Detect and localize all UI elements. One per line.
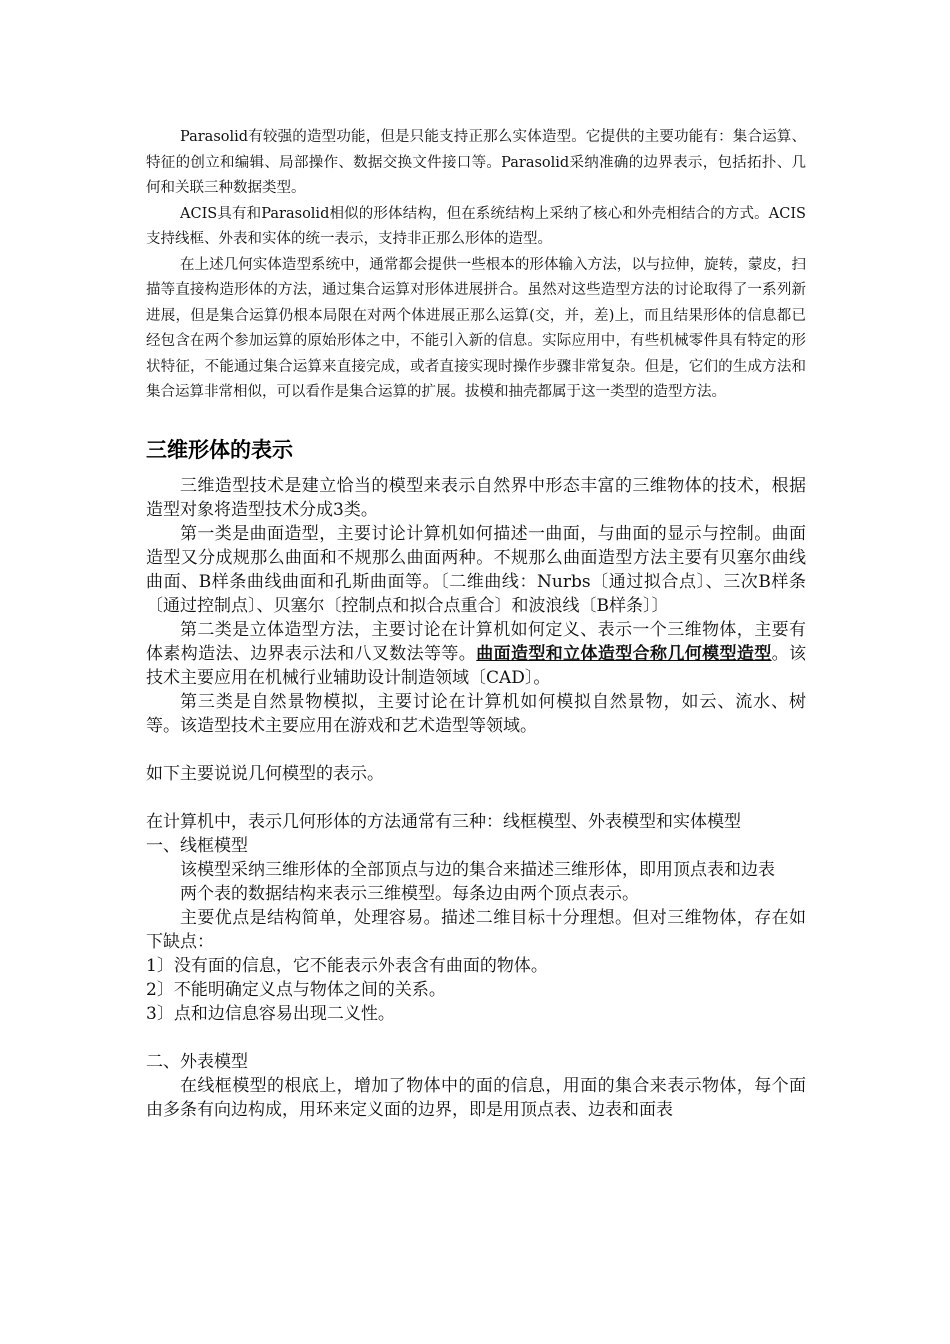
text-cad: 。该技术主要应用在机械行业辅助设计制造领域〔CAD〕。 xyxy=(146,644,807,688)
section-heading: 三维形体的表示 xyxy=(146,438,293,462)
list-item: 2〕不能明确定义点与物体之间的关系。 xyxy=(146,980,446,1000)
list-item: 3〕点和边信息容易出现二义性。 xyxy=(146,1004,395,1024)
paragraph-solid-modeling: 在上述几何实体造型系统中，通常都会提供一些根本的形体输入方法，以与拉伸，旋转，蒙皮，扫描等直接构造形体的方法，通过集合运算对形体进展拼合。虽然对这些造型方法的讨论取得了一系列新进展，但是集合运算仍根本局限在对两个体进展正那么运算(交，并，差)上，而且结果形体的信息都已经包含在两个参加运算的原始形体之中，不能引入新的信息。实际应用中，有些机械零件具有特定的形状特征，不能通过集合运算来直接完成，或者直接实现时操作步骤非常复杂。但是，它们的生成方法和集合运算非常相似，可以看作是集合运算的扩展。拔模和抽壳都属于这一类型的造型方法。 xyxy=(146,256,806,400)
subheading-wireframe: 一、线框模型 xyxy=(146,836,248,856)
paragraph-surface-modeling: 第一类是曲面造型，主要讨论计算机如何描述一曲面，与曲面的显示与控制。曲面造型又分成规那么曲面和不规那么曲面两种。不规那么曲面造型方法主要有贝塞尔曲线曲面、B样条曲线曲面和孔斯曲面等。〔二维曲线：Nurbs〔通过拟合点〕、三次B样条〔通过控制点〕、贝塞尔〔控制点和拟合点重合〕和波浪线〔B样条〕〕 xyxy=(146,524,806,616)
paragraph-three-methods: 在计算机中，表示几何形体的方法通常有三种：线框模型、外表模型和实体模型 xyxy=(146,812,741,832)
paragraph-geometry-intro: 如下主要说说几何模型的表示。 xyxy=(146,764,384,784)
paragraph-parasolid: Parasolid有较强的造型功能，但是只能支持正那么实体造型。它提供的主要功能有：集合运算、特征的创立和编辑、局部操作、数据交换文件接口等。Parasolid采纳准确的边界表示，包括拓扑、几何和关联三种数据类型。 xyxy=(146,129,806,196)
section-3d-representation xyxy=(146,474,806,1122)
section-geometry-kernels xyxy=(146,125,806,406)
paragraph-wireframe-3: 主要优点是结构简单，处理容易。描述二维目标十分理想。但对三维物体，存在如下缺点： xyxy=(146,908,806,952)
paragraph-solid-modeling-types xyxy=(146,618,806,690)
emphasized-text: 曲面造型和立体造型合称几何模型造型 xyxy=(476,644,772,664)
paragraph-natural-scenery: 第三类是自然景物模拟，主要讨论在计算机如何模拟自然景物，如云、流水、树等。该造型技术主要应用在游戏和艺术造型等领域。 xyxy=(146,692,806,736)
paragraph-wireframe-1: 该模型采纳三维形体的全部顶点与边的集合来描述三维形体，即用顶点表和边表 xyxy=(180,860,775,880)
subheading-surface-model: 二、外表模型 xyxy=(146,1052,248,1072)
list-item: 1〕没有面的信息，它不能表示外表含有曲面的物体。 xyxy=(146,956,548,976)
paragraph-acis: ACIS具有和Parasolid相似的形体结构，但在系统结构上采纳了核心和外壳相结合的方式。ACIS支持线框、外表和实体的统一表示，支持非正那么形体的造型。 xyxy=(146,205,806,247)
paragraph-wireframe-2: 两个表的数据结构来表示三维模型。每条边由两个顶点表示。 xyxy=(180,884,639,904)
paragraph-surface-model: 在线框模型的根底上，增加了物体中的面的信息，用面的集合来表示物体，每个面由多条有向边构成，用环来定义面的边界，即是用顶点表、边表和面表 xyxy=(146,1076,806,1120)
text-solid-modeling: 第二类是立体造型方法，主要讨论在计算机如何定义、表示一个三维物体，主要有体素构造法、边界表示法和八叉数法等等。 xyxy=(146,620,806,664)
paragraph-intro: 三维造型技术是建立恰当的模型来表示自然界中形态丰富的三维物体的技术，根据造型对象将造型技术分成3类。 xyxy=(146,476,806,520)
